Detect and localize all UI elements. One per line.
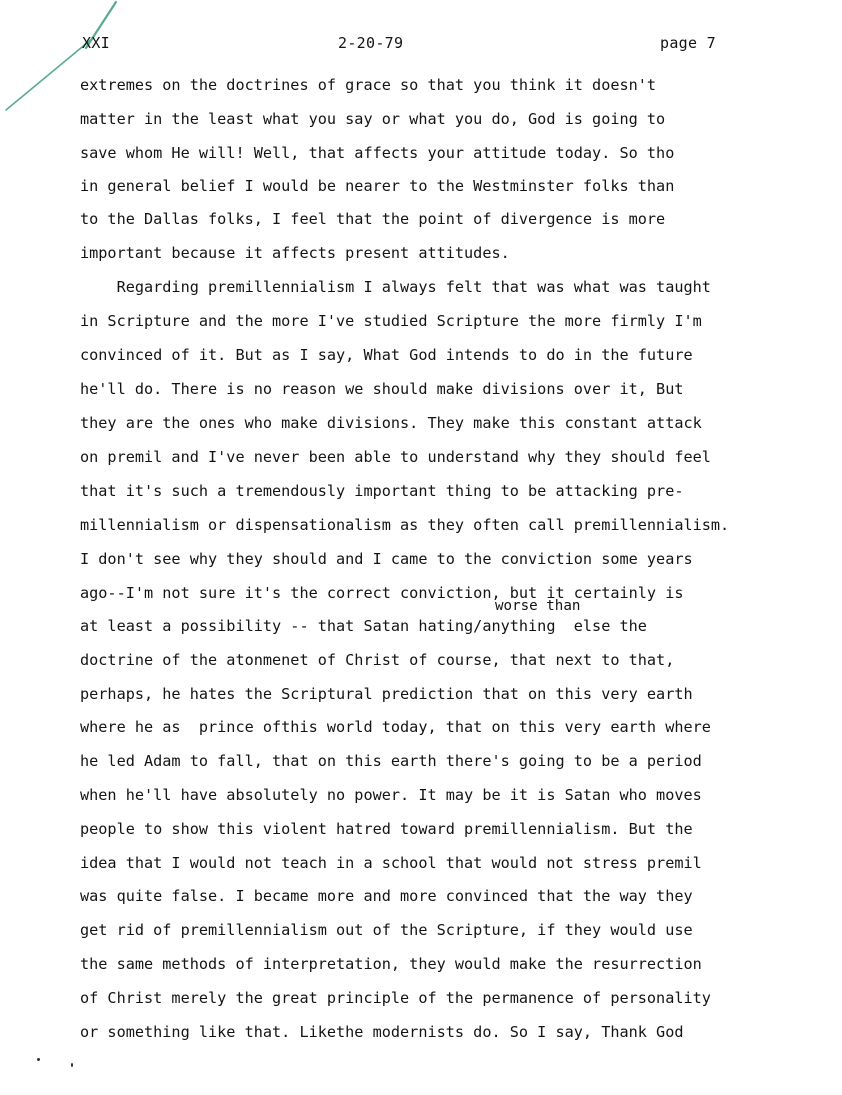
body-line: when he'll have absolutely no power. It may be it is Satan who moves: [80, 786, 702, 804]
body-line: important because it affects present attitudes.: [80, 244, 510, 262]
handwritten-insertion: worse than: [495, 598, 581, 614]
header-section: XXI: [82, 34, 110, 52]
body-line: I don't see why they should and I came to the conviction some years: [80, 550, 693, 568]
body-line: extremes on the doctrines of grace so that you think it doesn't: [80, 76, 657, 94]
body-line: save whom He will! Well, that affects your attitude today. So tho: [80, 144, 675, 162]
body-line: he'll do. There is no reason we should make divisions over it, But: [80, 380, 684, 398]
body-line: idea that I would not teach in a school that would not stress premil: [80, 854, 702, 872]
body-line: he led Adam to fall, that on this earth there's going to be a period: [80, 752, 702, 770]
body-line: where he as prince ofthis world today, that on this very earth where: [80, 718, 711, 736]
body-line: perhaps, he hates the Scriptural prediction that on this very earth: [80, 685, 693, 703]
body-line: of Christ merely the great principle of the permanence of personality: [80, 989, 711, 1007]
body-line: in general belief I would be nearer to the Westminster folks than: [80, 177, 675, 195]
scan-speck: [37, 1058, 40, 1061]
body-line: the same methods of interpretation, they would make the resurrection: [80, 955, 702, 973]
body-line: millennialism or dispensationalism as they often call premillennialism.: [80, 516, 730, 534]
header-date: 2-20-79: [338, 34, 404, 52]
body-line: ago--I'm not sure it's the correct conviction, but it certainly is: [80, 584, 684, 602]
body-line: at least a possibility -- that Satan hating/anything else the: [80, 617, 647, 635]
body-line: to the Dallas folks, I feel that the point of divergence is more: [80, 210, 666, 228]
body-line: Regarding premillennialism I always felt that was what was taught: [80, 278, 711, 296]
scan-speck: [71, 1063, 73, 1067]
body-line: they are the ones who make divisions. They make this constant attack: [80, 414, 702, 432]
body-line: was quite false. I became more and more convinced that the way they: [80, 887, 693, 905]
body-line: on premil and I've never been able to understand why they should feel: [80, 448, 711, 466]
body-line: that it's such a tremendously important thing to be attacking pre-: [80, 482, 684, 500]
body-line: doctrine of the atonmenet of Christ of course, that next to that,: [80, 651, 675, 669]
header-page-number: page 7: [660, 34, 716, 52]
body-line: or something like that. Likethe modernists do. So I say, Thank God: [80, 1023, 684, 1041]
body-line: people to show this violent hatred toward premillennialism. But the: [80, 820, 693, 838]
body-line: in Scripture and the more I've studied Scripture the more firmly I'm: [80, 312, 702, 330]
body-line: get rid of premillennialism out of the Scripture, if they would use: [80, 921, 693, 939]
body-line: convinced of it. But as I say, What God intends to do in the future: [80, 346, 693, 364]
body-line: matter in the least what you say or what you do, God is going to: [80, 110, 666, 128]
